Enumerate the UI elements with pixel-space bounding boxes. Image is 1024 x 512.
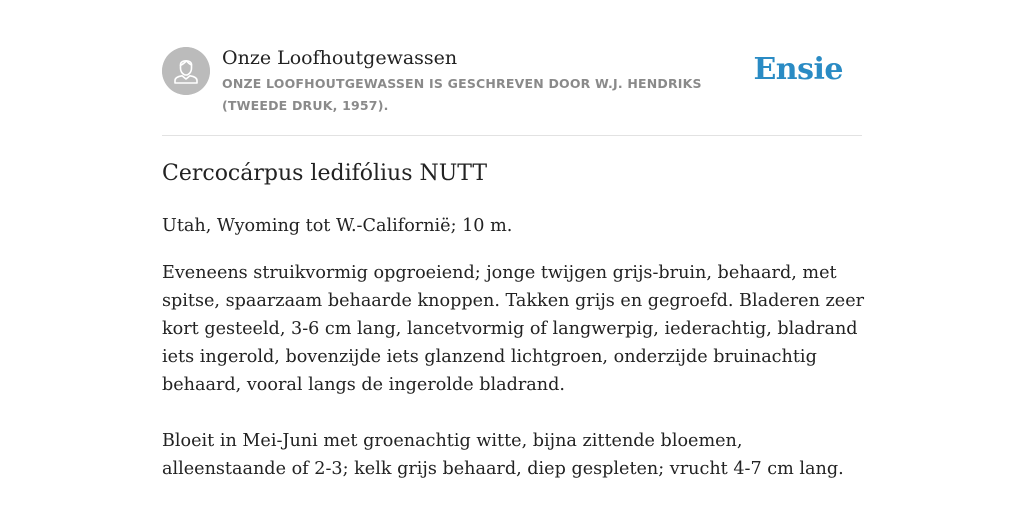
user-avatar-icon[interactable] (162, 47, 210, 95)
entry-title: Cercocárpus ledifólius NUTT (162, 161, 488, 186)
page (162, 0, 865, 479)
source-description: ONZE LOOFHOUTGEWASSEN IS GESCHREVEN DOOR W.J. HENDRIKS (TWEEDE DRUK, 1957). (222, 76, 702, 113)
entry-paragraph: Utah, Wyoming tot W.-Californië; 10 m. (162, 216, 513, 236)
source-header (162, 0, 862, 136)
entry-paragraph: Bloeit in Mei-Juni met groenachtig witte, bijna zittende bloemen, alleenstaande of 2-3; kelk grijs behaard, diep gespleten; vrucht 4-7 cm lang. (162, 431, 844, 479)
source-title[interactable]: Onze Loofhoutgewassen (222, 47, 458, 69)
ensie-logo[interactable]: Ensie (753, 52, 843, 87)
entry-paragraph: Eveneens struikvormig opgroeiend; jonge twijgen grijs-bruin, behaard, met spitse, spaarzaam behaarde knoppen. Takken grijs en gegroefd. Bladeren zeer kort gesteeld, 3-6 cm lang, lancetvormig of langwerpig, iederachtig, bladrand iets ingerold, bovenzijde iets glanzend lichtgroen, onderzijde bruinachtig behaard, vooral langs de ingerolde bladrand. (162, 263, 865, 395)
